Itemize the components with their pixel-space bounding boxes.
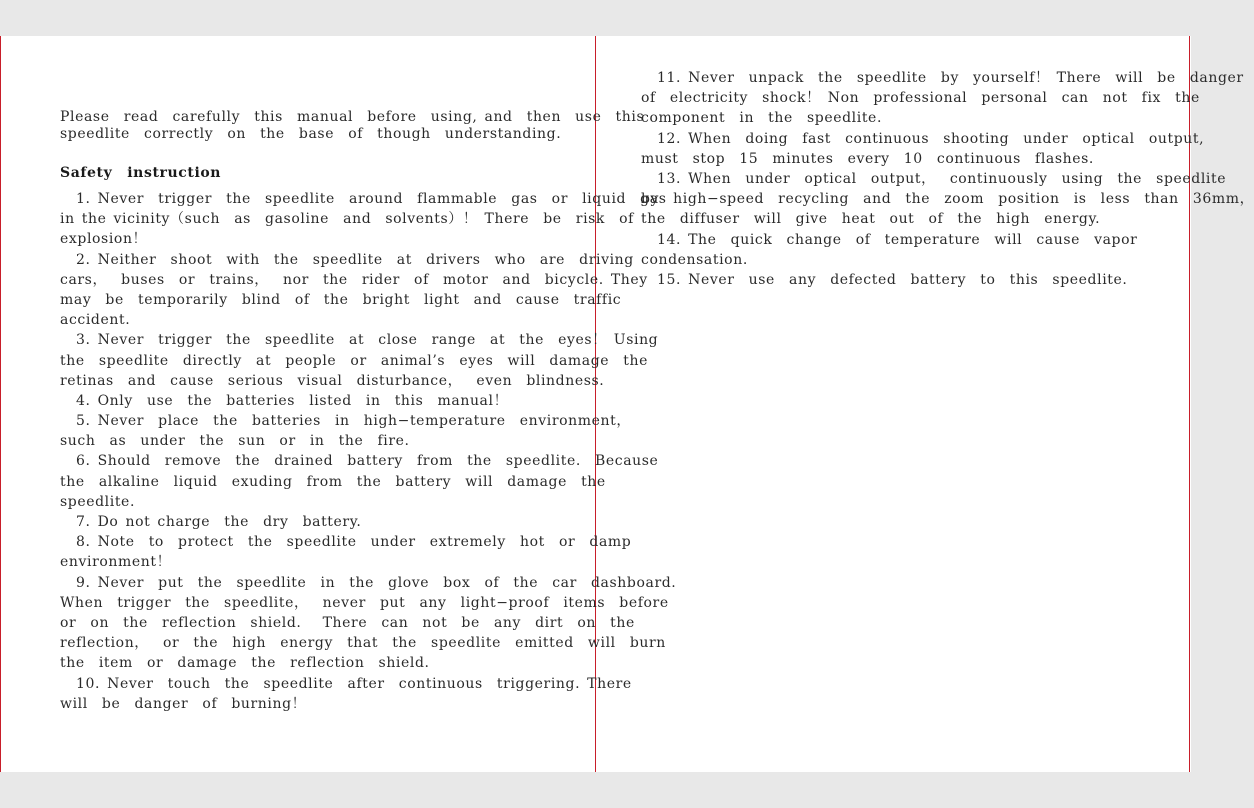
instruction-line: speedlite. xyxy=(60,493,135,510)
instruction-line: or on the reflection shield. There can not be any dirt on the xyxy=(60,614,635,631)
instruction-line: the item or damage the reflection shield. xyxy=(60,655,430,672)
left-page-edge xyxy=(0,36,1,772)
instruction-line: in the vicinity（such as gasoline and solvents）！ There be risk of xyxy=(60,211,634,228)
instruction-item-start: 2. Neither shoot with the speedlite at drivers who are driving xyxy=(76,251,634,268)
instruction-line: the alkaline liquid exuding from the battery will damage the xyxy=(60,473,606,490)
instruction-line: cars， buses or trains， nor the rider of motor and bicycle. They xyxy=(60,271,648,288)
right-page xyxy=(641,36,1254,772)
instruction-item-start: 10. Never touch the speedlite after continuous triggering. There xyxy=(76,675,632,692)
instruction-item-start: 9. Never put the speedlite in the glove box of the car dashboard. xyxy=(76,574,677,591)
instruction-item-start: 7. Do not charge the dry battery. xyxy=(76,514,362,530)
left-page xyxy=(60,36,677,772)
instruction-item-start: 5. Never place the batteries in high−temperature environment， xyxy=(76,413,631,430)
left-page-body xyxy=(60,189,676,714)
instruction-line: accident. xyxy=(60,312,131,329)
instruction-line: may be temporarily blind of the bright light and cause traffic xyxy=(60,291,622,308)
instruction-line: such as under the sun or in the fire. xyxy=(60,433,410,450)
intro-line: Please read carefully this manual before using, and then use this xyxy=(60,109,645,125)
instruction-line: When trigger the speedlite， never put any light−proof items before xyxy=(60,594,669,611)
page-spread xyxy=(0,36,1254,772)
instruction-line: condensation. xyxy=(641,251,748,268)
instruction-line: retinas and cause serious visual disturbance， even blindness. xyxy=(60,372,605,389)
instruction-item-start: 14. The quick change of temperature will cause vapor xyxy=(657,231,1138,248)
intro-paragraph xyxy=(60,109,644,143)
instruction-item-start: 11. Never unpack the speedlite by yourself！ There will be danger xyxy=(657,70,1244,86)
instruction-item-start: 1. Never trigger the speedlite around flammable gas or liquid gas xyxy=(76,191,667,207)
intro-line: speedlite correctly on the base of though understanding. xyxy=(60,126,562,142)
instruction-line: reflection， or the high energy that the speedlite emitted will burn xyxy=(60,635,666,652)
instruction-line: the speedlite directly at people or animal’s eyes will damage the xyxy=(60,352,649,369)
instruction-line: by high−speed recycling and the zoom position is less than 36mm， xyxy=(641,191,1254,208)
instruction-item-start: 3. Never trigger the speedlite at close range at the eyes！ Using xyxy=(76,332,659,349)
instruction-line: must stop 15 minutes every 10 continuous flashes. xyxy=(641,150,1094,167)
instruction-line: environment！ xyxy=(60,554,172,571)
right-page-body xyxy=(641,68,1254,290)
instruction-item-start: 8. Note to protect the speedlite under extremely hot or damp xyxy=(76,534,632,551)
instruction-line: component in the speedlite. xyxy=(641,110,882,127)
instruction-line: will be danger of burning！ xyxy=(60,695,307,712)
section-heading: Safety instruction xyxy=(60,165,222,181)
instruction-line: the diffuser will give heat out of the high energy. xyxy=(641,211,1101,228)
instruction-line: explosion！ xyxy=(60,231,148,248)
instruction-item-start: 15. Never use any defected battery to this speedlite. xyxy=(657,271,1128,288)
instruction-item-start: 4. Only use the batteries listed in this manual！ xyxy=(76,392,509,409)
instruction-item-start: 12. When doing fast continuous shooting under optical output, xyxy=(657,130,1205,147)
instruction-line: of electricity shock！ Non professional personal can not fix the xyxy=(641,90,1200,107)
instruction-item-start: 13. When under optical output， continuously using the speedlite xyxy=(657,170,1227,187)
instruction-item-start: 6. Should remove the drained battery from the speedlite. Because xyxy=(76,453,659,470)
